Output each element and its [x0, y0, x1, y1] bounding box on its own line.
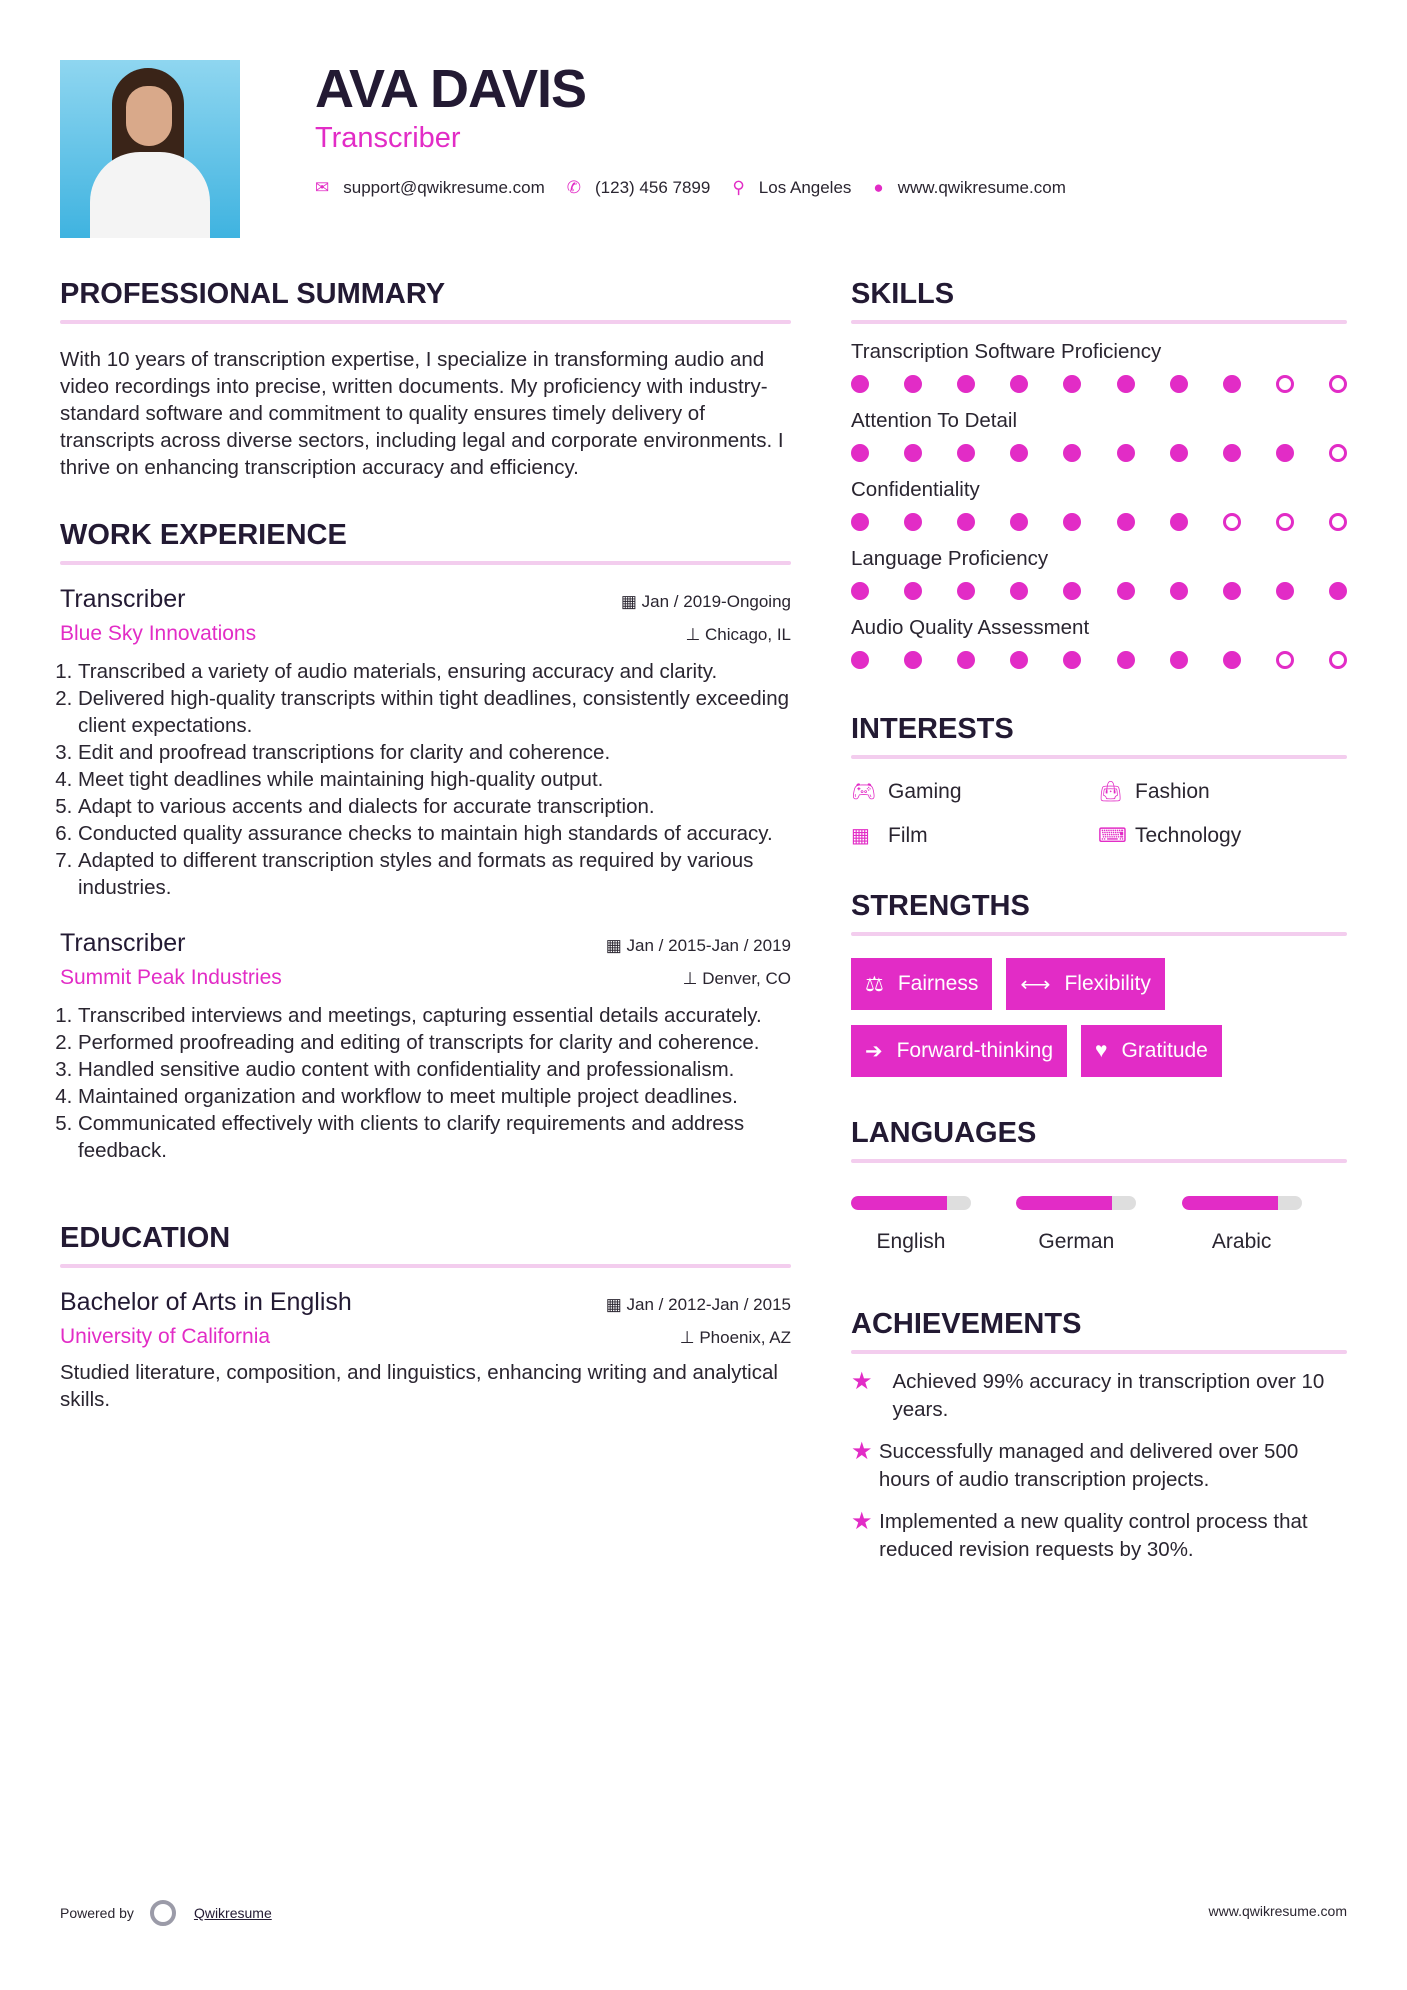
edu-description: Studied literature, composition, and linguistics, enhancing writing and analytical skills. [60, 1361, 778, 1411]
skill-name: Transcription Software Proficiency [851, 340, 1162, 363]
rating-dot-filled [1117, 651, 1135, 669]
rating-dot-filled [904, 582, 922, 600]
brand-link[interactable]: Qwikresume [193, 1905, 272, 1921]
strength-label: Gratitude [1121, 1039, 1208, 1062]
achievements-section [851, 1306, 1347, 1564]
strength-tag [851, 1025, 1067, 1077]
rating-dot-filled [1010, 582, 1028, 600]
pin-icon: ⊥ [679, 1328, 700, 1347]
rating-dot-filled [957, 375, 975, 393]
rating-dot-filled [1010, 444, 1028, 462]
footer-website[interactable]: www.qwikresume.com [1208, 1903, 1347, 1919]
pin-icon: ⊥ [685, 625, 705, 644]
section-divider [851, 1159, 1347, 1163]
skill-name: Confidentiality [851, 478, 980, 501]
section-divider [60, 561, 791, 565]
section-heading: LANGUAGES [851, 1117, 1037, 1149]
calendar-icon: ▦ [620, 592, 642, 611]
job-dates: Jan / 2019-Ongoing [641, 592, 791, 611]
language-level-fill [1016, 1196, 1112, 1210]
shooting-star-icon: ★ [851, 1508, 873, 1535]
bullet-item: 4. Meet tight deadlines while maintaining high-quality output. [78, 766, 791, 793]
skill-rating [851, 582, 1347, 600]
language-level-bar [851, 1196, 971, 1210]
pin-icon: ⊥ [682, 969, 703, 988]
phone-icon: ✆ [566, 178, 581, 197]
strength-label: Forward-thinking [896, 1039, 1054, 1062]
rating-dot-filled [1063, 444, 1081, 462]
film-icon: ▦ [851, 825, 870, 847]
achievement-item [851, 1508, 1347, 1564]
rating-dot-filled [1063, 651, 1081, 669]
profile-photo [60, 60, 240, 238]
rating-dot-filled [851, 375, 869, 393]
skill-rating [851, 375, 1347, 393]
rating-dot-empty [1329, 375, 1347, 393]
rating-dot-filled [1223, 582, 1241, 600]
balance-scale-icon: ⚖ [865, 972, 884, 996]
section-heading: STRENGTHS [851, 890, 1030, 922]
strength-label: Fairness [897, 972, 979, 995]
skill-name: Audio Quality Assessment [851, 616, 1090, 639]
candidate-title: Transcriber [315, 122, 461, 154]
bullet-item: 1. Transcribed a variety of audio materials, ensuring accuracy and clarity. [78, 658, 791, 685]
section-heading: SKILLS [851, 278, 955, 310]
section-heading: WORK EXPERIENCE [60, 519, 347, 551]
globe-icon: ● [873, 178, 884, 197]
rating-dot-filled [1063, 513, 1081, 531]
shopping-bag-icon: 👜︎ [1098, 781, 1124, 803]
section-heading: INTERESTS [851, 713, 1014, 745]
company-name: Blue Sky Innovations [60, 622, 257, 645]
rating-dot-filled [851, 513, 869, 531]
rating-dot-filled [851, 444, 869, 462]
bullet-item: 4. Maintained organization and workflow to meet multiple project deadlines. [78, 1083, 791, 1110]
section-divider [60, 320, 791, 324]
rating-dot-filled [1170, 651, 1188, 669]
language-item [1016, 1196, 1181, 1254]
left-column [60, 276, 791, 1413]
section-divider [851, 932, 1347, 936]
section-heading: EDUCATION [60, 1222, 231, 1254]
language-level-fill [851, 1196, 947, 1210]
map-marker-icon: ⚲ [732, 178, 745, 197]
rating-dot-filled [957, 651, 975, 669]
strength-label: Flexibility [1064, 972, 1151, 995]
bullet-item: 5. Adapt to various accents and dialects for accurate transcription. [78, 793, 791, 820]
laptop-icon: ⌨ [1098, 825, 1127, 847]
bullet-item: 5. Communicated effectively with clients to clarify requirements and address feedback. [78, 1110, 791, 1164]
language-level-bar [1016, 1196, 1136, 1210]
bullet-item: 6. Conducted quality assurance checks to maintain high standards of accuracy. [78, 820, 791, 847]
job-bullets [60, 658, 791, 901]
language-name: German [1038, 1230, 1115, 1253]
rating-dot-filled [957, 582, 975, 600]
achievement-text: Achieved 99% accuracy in transcription over 10 years. [892, 1370, 1325, 1421]
summary-text: With 10 years of transcription expertise, I specialize in transforming audio and video recordings into precise, written documents. My proficiency with industry-standard software and commitment to quality ensures timely delivery of transcripts across diverse sectors, including legal and corporate environments. I thrive on enhancing transcription accuracy and efficiency. [60, 348, 784, 479]
rating-dot-filled [851, 651, 869, 669]
job-entry [60, 585, 791, 901]
section-divider [851, 320, 1347, 324]
gamepad-icon: 🎮︎ [851, 781, 877, 803]
summary-section [60, 276, 791, 481]
skills-section [851, 276, 1347, 669]
edu-dates: Jan / 2012-Jan / 2015 [626, 1295, 791, 1314]
interest-item [1098, 823, 1347, 848]
rating-dot-filled [1223, 444, 1241, 462]
language-name: English [876, 1230, 946, 1253]
qwikresume-logo-icon [150, 1900, 176, 1926]
interest-label: Gaming [888, 779, 962, 803]
section-divider [851, 1350, 1347, 1354]
interest-label: Technology [1135, 823, 1242, 847]
language-name: Arabic [1211, 1230, 1272, 1253]
shooting-star-icon: ★ [851, 1438, 873, 1465]
heart-icon: ♥ [1095, 1039, 1108, 1062]
rating-dot-filled [957, 513, 975, 531]
rating-dot-filled [904, 513, 922, 531]
bullet-item: 2. Delivered high-quality transcripts within tight deadlines, consistently exceeding client expectations. [78, 685, 791, 739]
rating-dot-filled [1170, 444, 1188, 462]
rating-dot-filled [1170, 513, 1188, 531]
skill-rating [851, 513, 1347, 531]
candidate-name: AVA DAVIS [315, 59, 587, 119]
rating-dot-empty [1276, 651, 1294, 669]
rating-dot-filled [1276, 582, 1294, 600]
rating-dot-filled [1117, 513, 1135, 531]
languages-section [851, 1115, 1347, 1254]
language-level-bar [1182, 1196, 1302, 1210]
arrow-right-icon: ➔ [865, 1039, 883, 1063]
rating-dot-filled [1117, 582, 1135, 600]
interest-item [851, 779, 1098, 804]
bullet-item: 3. Handled sensitive audio content with confidentiality and professionalism. [78, 1056, 791, 1083]
section-heading: ACHIEVEMENTS [851, 1308, 1082, 1340]
rating-dot-filled [1223, 651, 1241, 669]
section-divider [60, 1264, 791, 1268]
rating-dot-filled [1010, 651, 1028, 669]
achievement-text: Successfully managed and delivered over 500 hours of audio transcription projects. [878, 1440, 1299, 1491]
rating-dot-filled [1063, 582, 1081, 600]
school: University of California [60, 1325, 271, 1348]
rating-dot-empty [1329, 513, 1347, 531]
interest-item [1098, 779, 1347, 804]
job-entry [60, 929, 791, 1164]
job-location: Denver, CO [702, 969, 791, 988]
skill-name: Language Proficiency [851, 547, 1049, 570]
achievement-item [851, 1438, 1347, 1494]
rating-dot-filled [904, 651, 922, 669]
section-heading: PROFESSIONAL SUMMARY [60, 278, 446, 310]
job-title: Transcriber [60, 929, 186, 957]
interests-section [851, 711, 1347, 848]
job-location: Chicago, IL [705, 625, 791, 644]
rating-dot-filled [904, 375, 922, 393]
strength-tag [1006, 958, 1164, 1010]
strength-tag [851, 958, 992, 1010]
rating-dot-filled [957, 444, 975, 462]
job-title: Transcriber [60, 585, 186, 613]
rating-dot-empty [1276, 513, 1294, 531]
rating-dot-filled [1170, 582, 1188, 600]
website[interactable]: www.qwikresume.com [897, 178, 1066, 197]
rating-dot-filled [1276, 444, 1294, 462]
footer [60, 1900, 272, 1926]
rating-dot-empty [1223, 513, 1241, 531]
interest-item [851, 823, 1098, 848]
rating-dot-filled [1010, 513, 1028, 531]
interest-label: Fashion [1135, 779, 1210, 803]
education-section [60, 1220, 791, 1413]
shooting-star-icon: ★ [851, 1368, 873, 1395]
calendar-icon: ▦ [605, 936, 627, 955]
skill-name: Attention To Detail [851, 409, 1018, 432]
bullet-item: 3. Edit and proofread transcriptions for clarity and coherence. [78, 739, 791, 766]
rating-dot-filled [904, 444, 922, 462]
achievement-text: Implemented a new quality control process that reduced revision requests by 30%. [879, 1510, 1308, 1561]
company-name: Summit Peak Industries [60, 966, 282, 989]
section-divider [851, 755, 1347, 759]
phone: (123) 456 7899 [595, 178, 711, 197]
calendar-icon: ▦ [605, 1295, 627, 1314]
bullet-item: 1. Transcribed interviews and meetings, capturing essential details accurately. [78, 1002, 791, 1029]
rating-dot-filled [1117, 375, 1135, 393]
rating-dot-empty [1329, 444, 1347, 462]
rating-dot-filled [1329, 582, 1347, 600]
edu-location: Phoenix, AZ [699, 1328, 791, 1347]
strength-tag [1081, 1025, 1222, 1077]
location: Los Angeles [758, 178, 852, 197]
experience-section [60, 517, 791, 1164]
rating-dot-filled [1223, 375, 1241, 393]
degree: Bachelor of Arts in English [60, 1288, 352, 1316]
rating-dot-filled [1063, 375, 1081, 393]
language-item [1182, 1196, 1347, 1254]
rating-dot-filled [1010, 375, 1028, 393]
bullet-item: 2. Performed proofreading and editing of transcripts for clarity and coherence. [78, 1029, 791, 1056]
email[interactable]: support@qwikresume.com [343, 178, 545, 197]
rating-dot-empty [1276, 375, 1294, 393]
strengths-section [851, 888, 1347, 1077]
skill-rating [851, 444, 1347, 462]
job-bullets [60, 1002, 791, 1164]
rating-dot-filled [1170, 375, 1188, 393]
achievement-item [851, 1368, 1347, 1424]
job-dates: Jan / 2015-Jan / 2019 [626, 936, 791, 955]
rating-dot-filled [851, 582, 869, 600]
envelope-icon: ✉ [315, 178, 330, 197]
interest-label: Film [888, 823, 928, 847]
bullet-item: 7. Adapted to different transcription styles and formats as required by various industries. [78, 847, 791, 901]
contact-bar [315, 178, 1088, 198]
arrows-h-icon: ⟷ [1020, 972, 1051, 996]
language-item [851, 1196, 1016, 1254]
right-column [851, 276, 1347, 1564]
rating-dot-empty [1329, 651, 1347, 669]
language-level-fill [1182, 1196, 1278, 1210]
rating-dot-filled [1117, 444, 1135, 462]
powered-by-label: Powered by [60, 1905, 134, 1921]
skill-rating [851, 651, 1347, 669]
